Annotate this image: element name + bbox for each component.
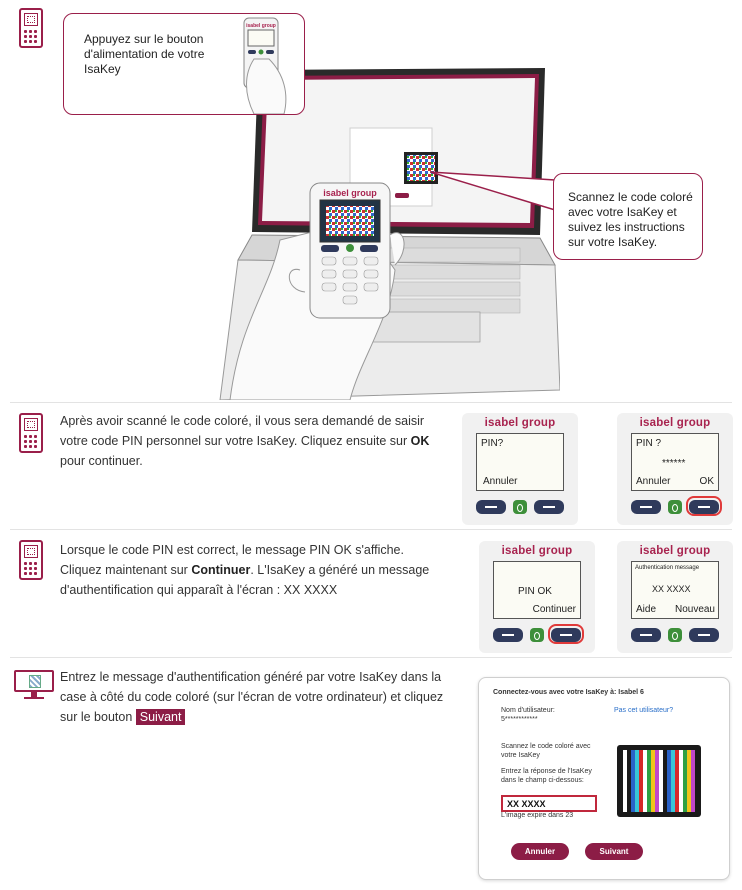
power-button-icon[interactable] (530, 628, 544, 642)
ok-label: OK (410, 434, 430, 448)
login-panel (478, 677, 730, 880)
highlight-continue-button (548, 624, 584, 644)
isakey-right-button[interactable] (689, 628, 719, 642)
isakey-pin-entered: isabel group PIN ? ****** Annuler OK (617, 413, 733, 525)
device-icon (19, 8, 43, 48)
expiry-text: L'image expire dans 23 (501, 812, 574, 819)
step-3-text: Entrez le message d'authentification généré par votre IsaKey dans la case à côté du code coloré (sur l'écran de votre ordinateur) et cliquez sur le bouton Suivant (60, 670, 444, 724)
svg-text:isabel group: isabel group (246, 23, 276, 29)
highlight-ok-button (686, 496, 722, 516)
isakey-pin-prompt (462, 413, 578, 525)
isakey-brand: isabel group (484, 417, 556, 429)
power-button-icon[interactable] (668, 628, 682, 642)
svg-text:isabel group: isabel group (323, 188, 377, 198)
isakey-pin-ok: isabel group PIN OK Continuer (479, 541, 595, 653)
isakey-screen: PIN? Annuler (476, 433, 564, 491)
isakey-screen: Authentication message XX XXXX Aide Nouveau (631, 561, 719, 619)
scan-instruction: Scannez le code coloré avec votre IsaKey (501, 743, 591, 759)
callout-scan-code (553, 173, 703, 260)
isakey-screen: PIN ? ****** Annuler OK (631, 433, 719, 491)
username-label: Nom d'utilisateur: (501, 707, 555, 714)
isakey-left-button[interactable] (631, 628, 661, 642)
power-button-icon[interactable] (668, 500, 682, 514)
response-input[interactable]: XX XXXX (501, 795, 597, 812)
continuer-label: Continuer (191, 563, 251, 577)
not-user-link[interactable]: Pas cet utilisateur? (614, 707, 674, 714)
login-title: Connectez-vous avec votre IsaKey à: Isabel 6 (493, 689, 644, 696)
device-icon (19, 540, 43, 580)
isakey-left-button[interactable] (476, 500, 506, 514)
callout-power-button (63, 13, 305, 115)
device-icon (19, 413, 43, 453)
step-1-text: Après avoir scanné le code coloré, il vous sera demandé de saisir votre code PIN personnel sur votre IsaKey. Cliquez ensuite sur OK pour continuer. (60, 414, 430, 468)
isakey-screen: PIN OK Continuer (493, 561, 581, 619)
isakey-left-button[interactable] (493, 628, 523, 642)
step-2-text: Lorsque le code PIN est correct, le message PIN OK s'affiche. Cliquez maintenant sur Continuer. L'IsaKey a généré un message d'authentification qui apparaît à l'écran : XX XXXX (60, 543, 430, 597)
callout-pointer-right (430, 160, 560, 220)
callout-scan-text: Scannez le code coloré avec votre IsaKey et suivez les instructions sur votre IsaKey. (568, 190, 693, 249)
power-button-icon[interactable] (513, 500, 527, 514)
cancel-button[interactable]: Annuler (511, 843, 569, 860)
callout-power-text: Appuyez sur le bouton d'alimentation de votre IsaKey (84, 32, 205, 76)
colored-code-image (617, 745, 701, 817)
isakey-right-button[interactable] (534, 500, 564, 514)
enter-instruction: Entrez la réponse de l'IsaKey dans le champ ci-dessous: (501, 768, 592, 784)
isakey-left-button[interactable] (631, 500, 661, 514)
next-button[interactable]: Suivant (585, 843, 643, 860)
username-value: 5************ (501, 716, 538, 723)
suivant-inline-label: Suivant (136, 709, 186, 725)
monitor-icon (14, 670, 54, 700)
isakey-illustration (234, 14, 294, 114)
isakey-auth-message: isabel group Authentication message XX XXXX Aide Nouveau (617, 541, 733, 653)
